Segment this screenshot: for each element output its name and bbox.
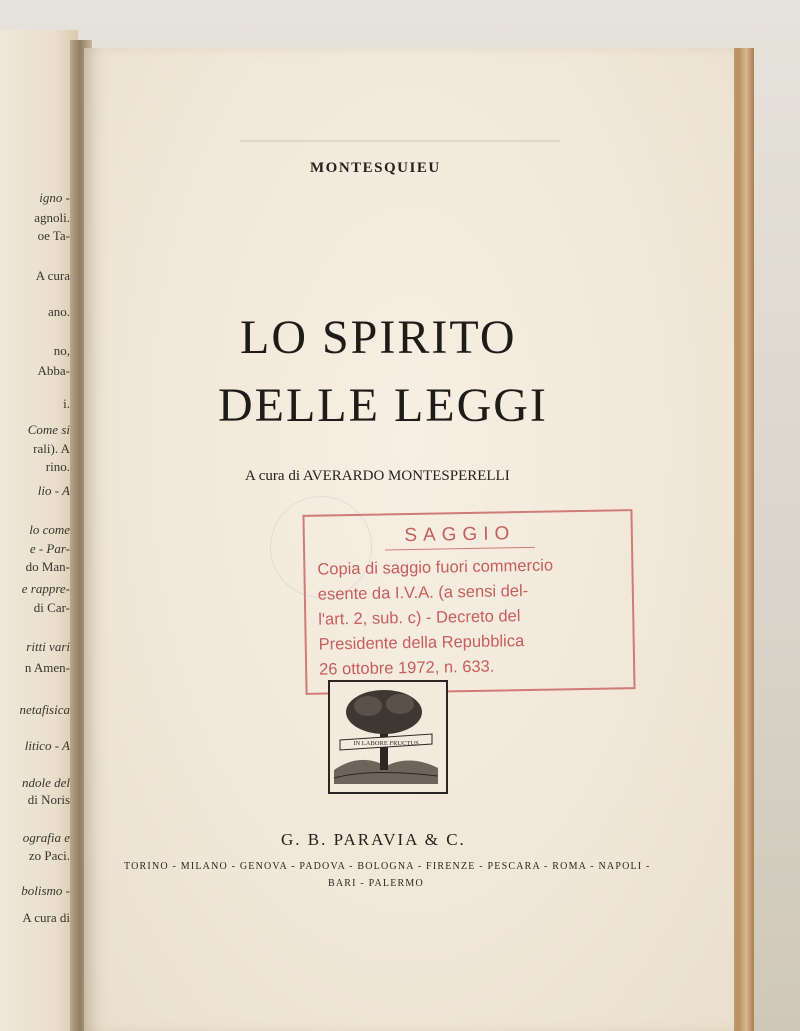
left-page-line: Abba- bbox=[37, 363, 70, 378]
tree-emblem-icon bbox=[330, 682, 442, 788]
publisher-name: G. B. PARAVIA & C. bbox=[281, 830, 466, 849]
left-page-line: A cura bbox=[35, 268, 70, 283]
left-page-line: di Car- bbox=[33, 600, 70, 615]
left-page-line: n Amen- bbox=[24, 660, 70, 675]
left-page-line: igno - bbox=[39, 190, 70, 205]
publisher-cities-line-2: BARI - PALERMO bbox=[328, 878, 424, 889]
left-page-line: rino. bbox=[45, 459, 70, 474]
left-page-line: A cura di bbox=[22, 910, 70, 925]
left-page-line: bolismo - bbox=[21, 883, 70, 898]
stamp-line: l'art. 2, sub. c) - Decreto del bbox=[318, 607, 521, 629]
left-page-line: ndole del bbox=[21, 775, 70, 790]
left-page-line: rali). A bbox=[33, 441, 70, 456]
left-page-line: do Man- bbox=[25, 559, 70, 574]
stamp-line: Copia di saggio fuori commercio bbox=[317, 556, 554, 579]
left-page-line: lio - A bbox=[37, 483, 70, 498]
left-page-line: ritti vari bbox=[26, 639, 70, 654]
left-page-line: oe Ta- bbox=[37, 228, 70, 243]
author-name: MONTESQUIEU bbox=[310, 160, 441, 176]
left-page-line: e rappre- bbox=[21, 581, 70, 596]
left-page-line: agnoli. bbox=[34, 210, 70, 225]
left-page-line: no, bbox=[53, 343, 70, 358]
publisher-emblem bbox=[328, 680, 448, 794]
left-page-line: zo Paci. bbox=[28, 848, 70, 863]
publisher-cities-line-1: TORINO - MILANO - GENOVA - PADOVA - BOLOGNA - FIRENZE - PESCARA - ROMA - NAPOLI - bbox=[124, 861, 651, 872]
left-page-line: lo come bbox=[29, 522, 70, 537]
left-page-line: netafisica bbox=[19, 702, 70, 717]
book-title-line-1: LO SPIRITO bbox=[240, 311, 517, 364]
stamp-line: esente da I.V.A. (a sensi del- bbox=[317, 581, 529, 604]
stamp-line: Presidente della Repubblica bbox=[318, 632, 525, 654]
show-through-text bbox=[240, 140, 560, 142]
book-title-line-2: DELLE LEGGI bbox=[218, 379, 548, 432]
left-page-line: ografia e bbox=[22, 830, 70, 845]
stamp-line: 26 ottobre 1972, n. 633. bbox=[319, 657, 495, 679]
left-page-line: di Noris bbox=[27, 792, 70, 807]
curator-credit: A cura di AVERARDO MONTESPERELLI bbox=[245, 468, 510, 484]
left-page-line: Come si bbox=[27, 422, 70, 437]
left-facing-page bbox=[0, 30, 78, 1031]
stamp-heading: SAGGIO bbox=[385, 523, 535, 551]
left-page-line: i. bbox=[63, 396, 70, 411]
saggio-stamp bbox=[302, 509, 635, 695]
emblem-motto: IN LABORE FRUCTUS bbox=[353, 740, 419, 747]
left-page-line: litico - A bbox=[24, 738, 70, 753]
left-page-line: e - Par- bbox=[29, 541, 70, 556]
left-page-line: ano. bbox=[47, 304, 70, 319]
